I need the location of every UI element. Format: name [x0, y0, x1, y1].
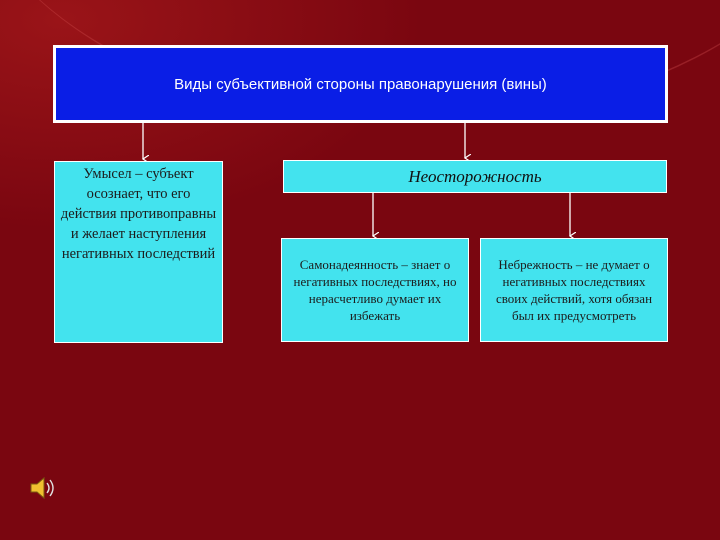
negligence-group-box [283, 160, 667, 193]
negligence-box [480, 238, 668, 342]
intent-text: Умысел – субъект осознает, что его действия противоправны и желает наступления негативных последствий [60, 166, 217, 262]
diagram-title-box [53, 45, 668, 123]
diagram-title: Виды субъективной стороны правонарушения (вины) [174, 75, 547, 93]
self-confidence-box [281, 238, 469, 342]
self-confidence-text: Самонадеянность – знает о негативных последствиях, но нерасчетливо думает их избежать [293, 257, 457, 323]
intent-box [54, 161, 223, 343]
negligence-group-text: Неосторожность [408, 166, 542, 186]
negligence-text: Небрежность – не думает о негативных последствиях своих действий, хотя обязан был их предусмотреть [495, 257, 653, 323]
speaker-icon[interactable] [28, 475, 58, 501]
